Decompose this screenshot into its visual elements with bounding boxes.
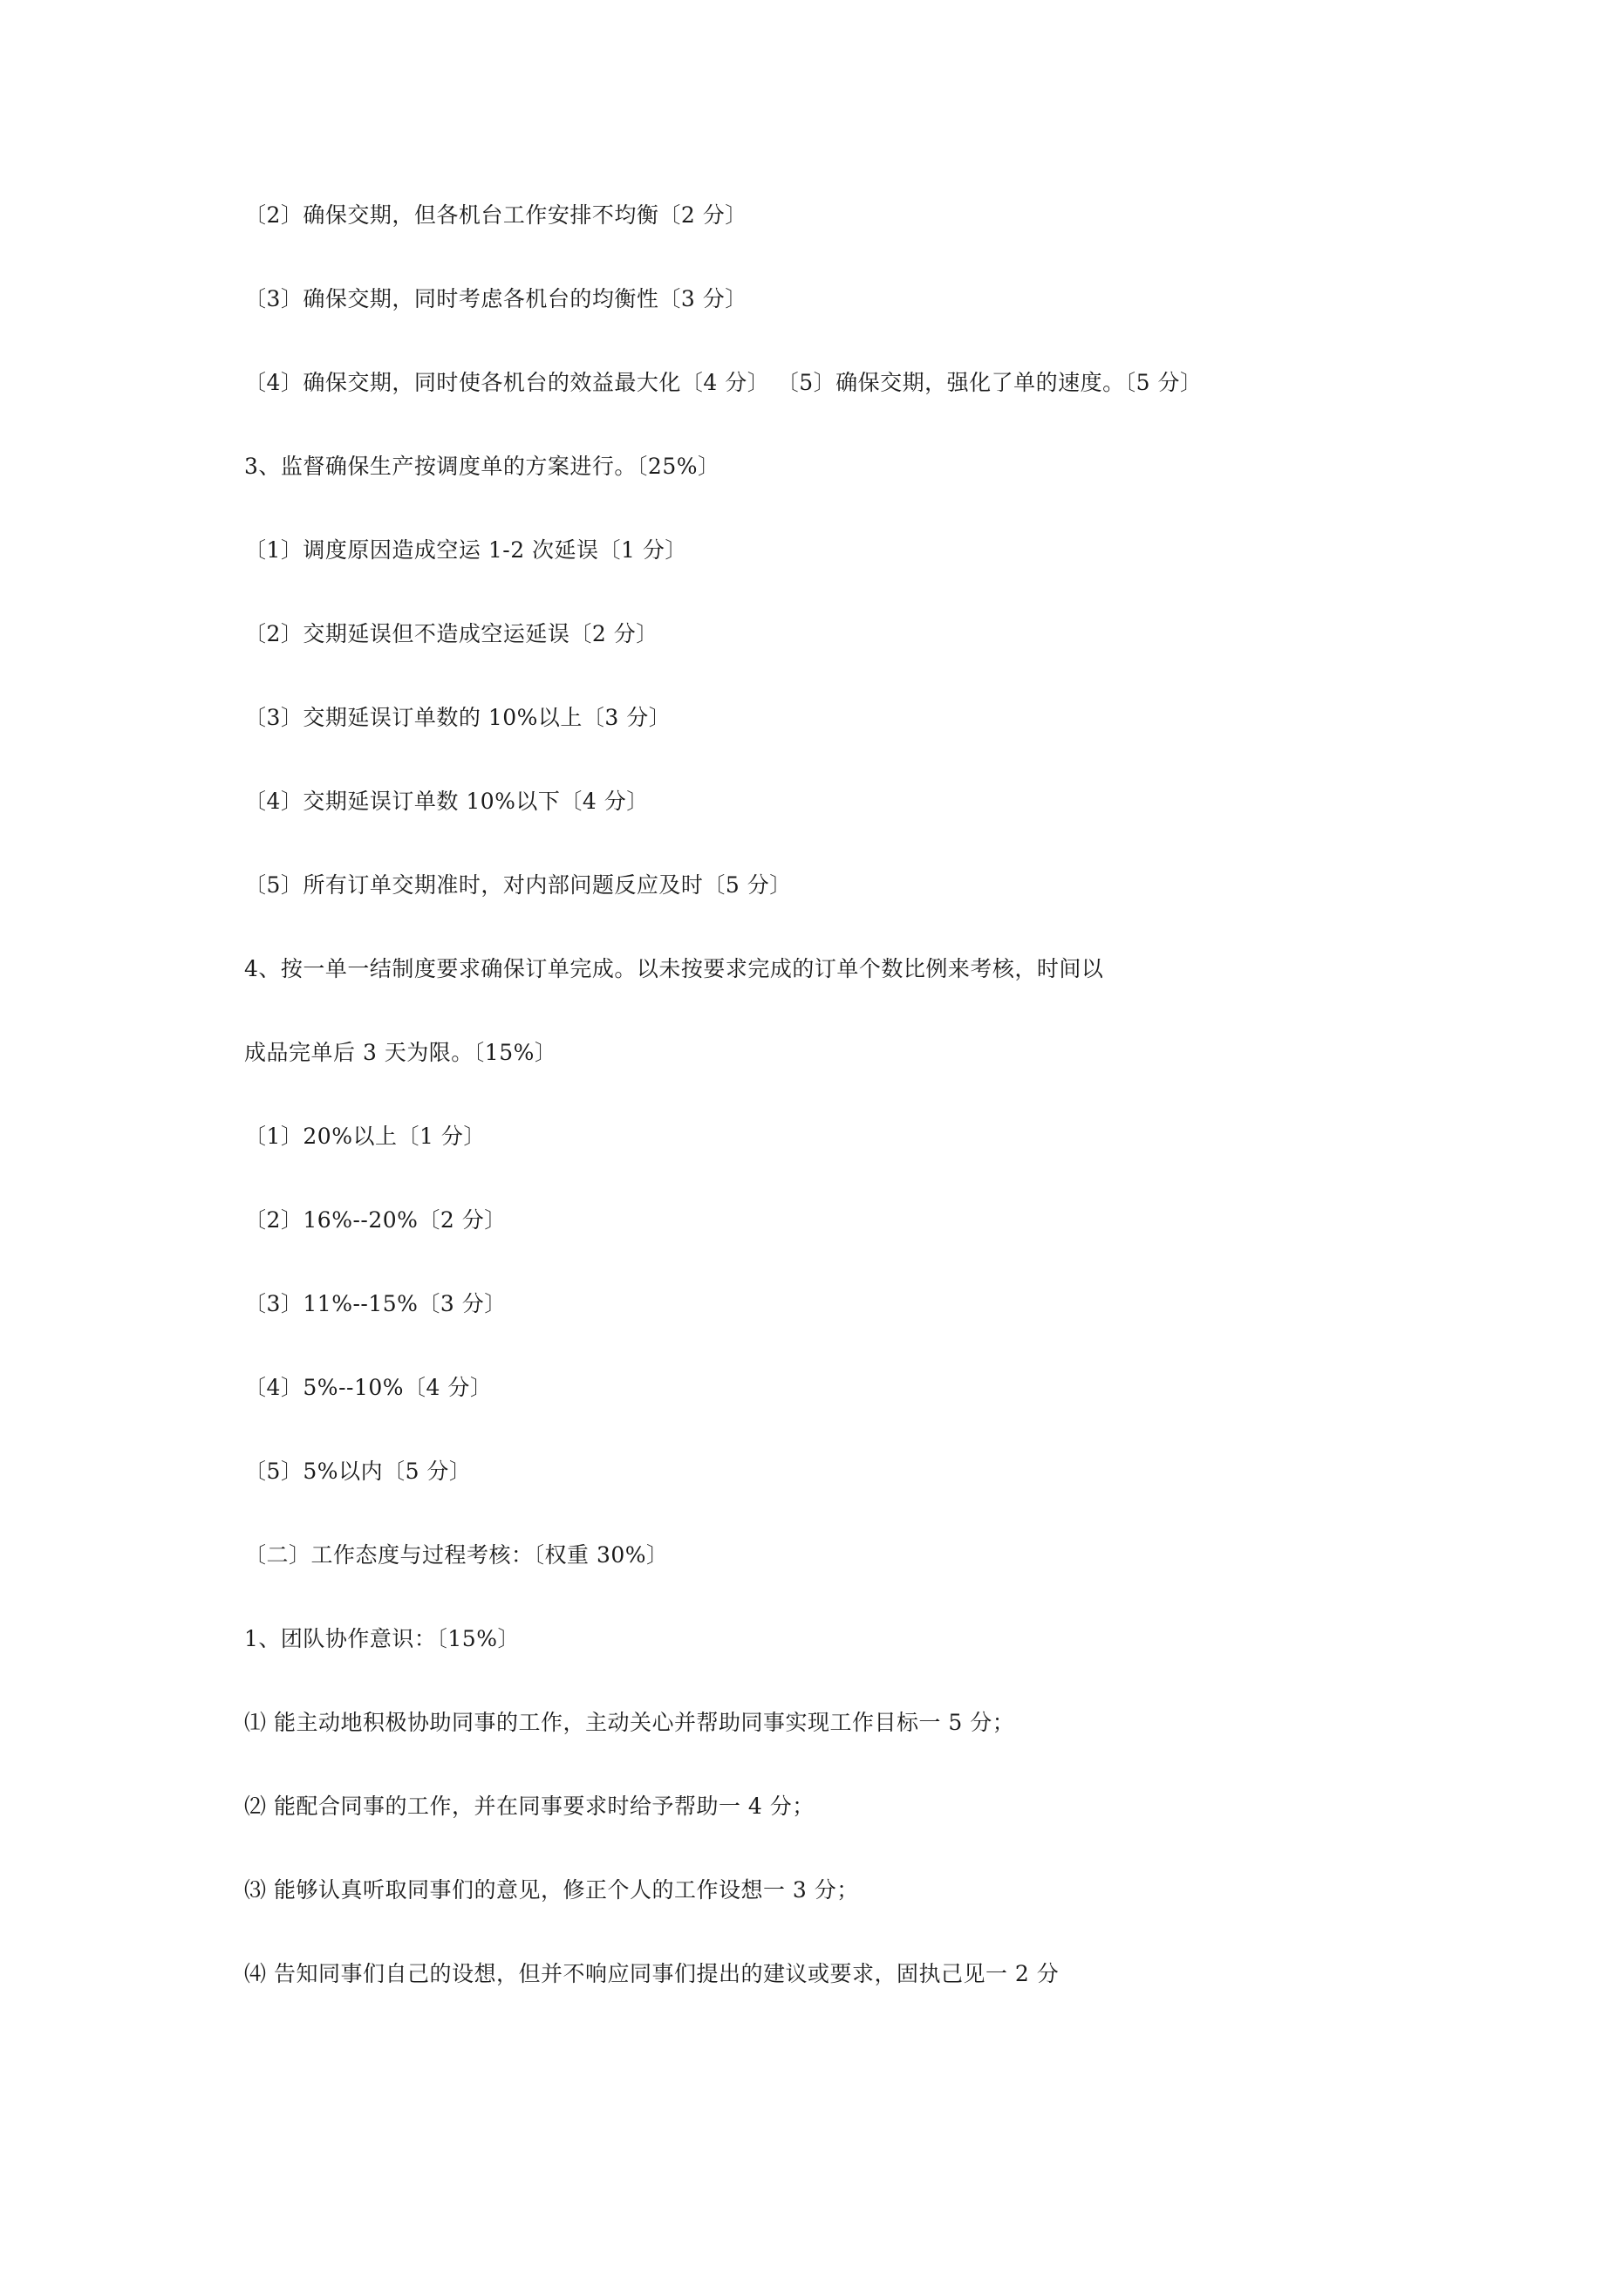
text-line: 〔1〕20%以上〔1 分〕	[244, 1124, 486, 1149]
text-line: ⑶ 能够认真听取同事们的意见，修正个人的工作设想一 3 分；	[244, 1877, 859, 1903]
text-line: 〔2〕16%--20%〔2 分〕	[244, 1207, 507, 1233]
text-line: ⑵ 能配合同事的工作，并在同事要求时给予帮助一 4 分；	[244, 1794, 815, 1819]
text-line: 〔3〕11%--15%〔3 分〕	[244, 1291, 507, 1316]
text-line: 〔3〕确保交期，同时考虑各机台的均衡性〔3 分〕	[244, 286, 747, 311]
text-line: 〔4〕交期延误订单数 10%以下〔4 分〕	[244, 789, 649, 814]
document-body	[244, 194, 1465, 2036]
text-line: ⑷ 告知同事们自己的设想，但并不响应同事们提出的建议或要求，固执己见一 2 分	[244, 1961, 1060, 1986]
text-line: 〔2〕交期延误但不造成空运延误〔2 分〕	[244, 621, 658, 646]
section-heading: 〔二〕工作态度与过程考核：〔权重 30%〕	[244, 1542, 669, 1568]
text-line: 〔4〕5%--10%〔4 分〕	[244, 1375, 493, 1400]
text-line: 成品完单后 3 天为限。〔15%〕	[244, 1040, 557, 1065]
text-line: 〔2〕确保交期，但各机台工作安排不均衡〔2 分〕	[244, 202, 747, 228]
text-line: 〔3〕交期延误订单数的 10%以上〔3 分〕	[244, 705, 672, 730]
text-line: 〔1〕调度原因造成空运 1-2 次延误〔1 分〕	[244, 537, 687, 563]
text-line: 〔4〕确保交期，同时使各机台的效益最大化〔4 分〕 〔5〕确保交期，强化了单的速度。〔5 分〕	[244, 370, 1203, 395]
section-heading: 3、监督确保生产按调度单的方案进行。〔25%〕	[244, 454, 720, 479]
text-line: 〔5〕所有订单交期准时，对内部问题反应及时〔5 分〕	[244, 872, 792, 898]
text-line: ⑴ 能主动地积极协助同事的工作，主动关心并帮助同事实现工作目标一 5 分；	[244, 1710, 1015, 1735]
section-heading: 1、团队协作意识：〔15%〕	[244, 1626, 520, 1651]
section-heading: 4、按一单一结制度要求确保订单完成。以未按要求完成的订单个数比例来考核，时间以	[244, 956, 1104, 981]
text-line: 〔5〕5%以内〔5 分〕	[244, 1459, 472, 1484]
